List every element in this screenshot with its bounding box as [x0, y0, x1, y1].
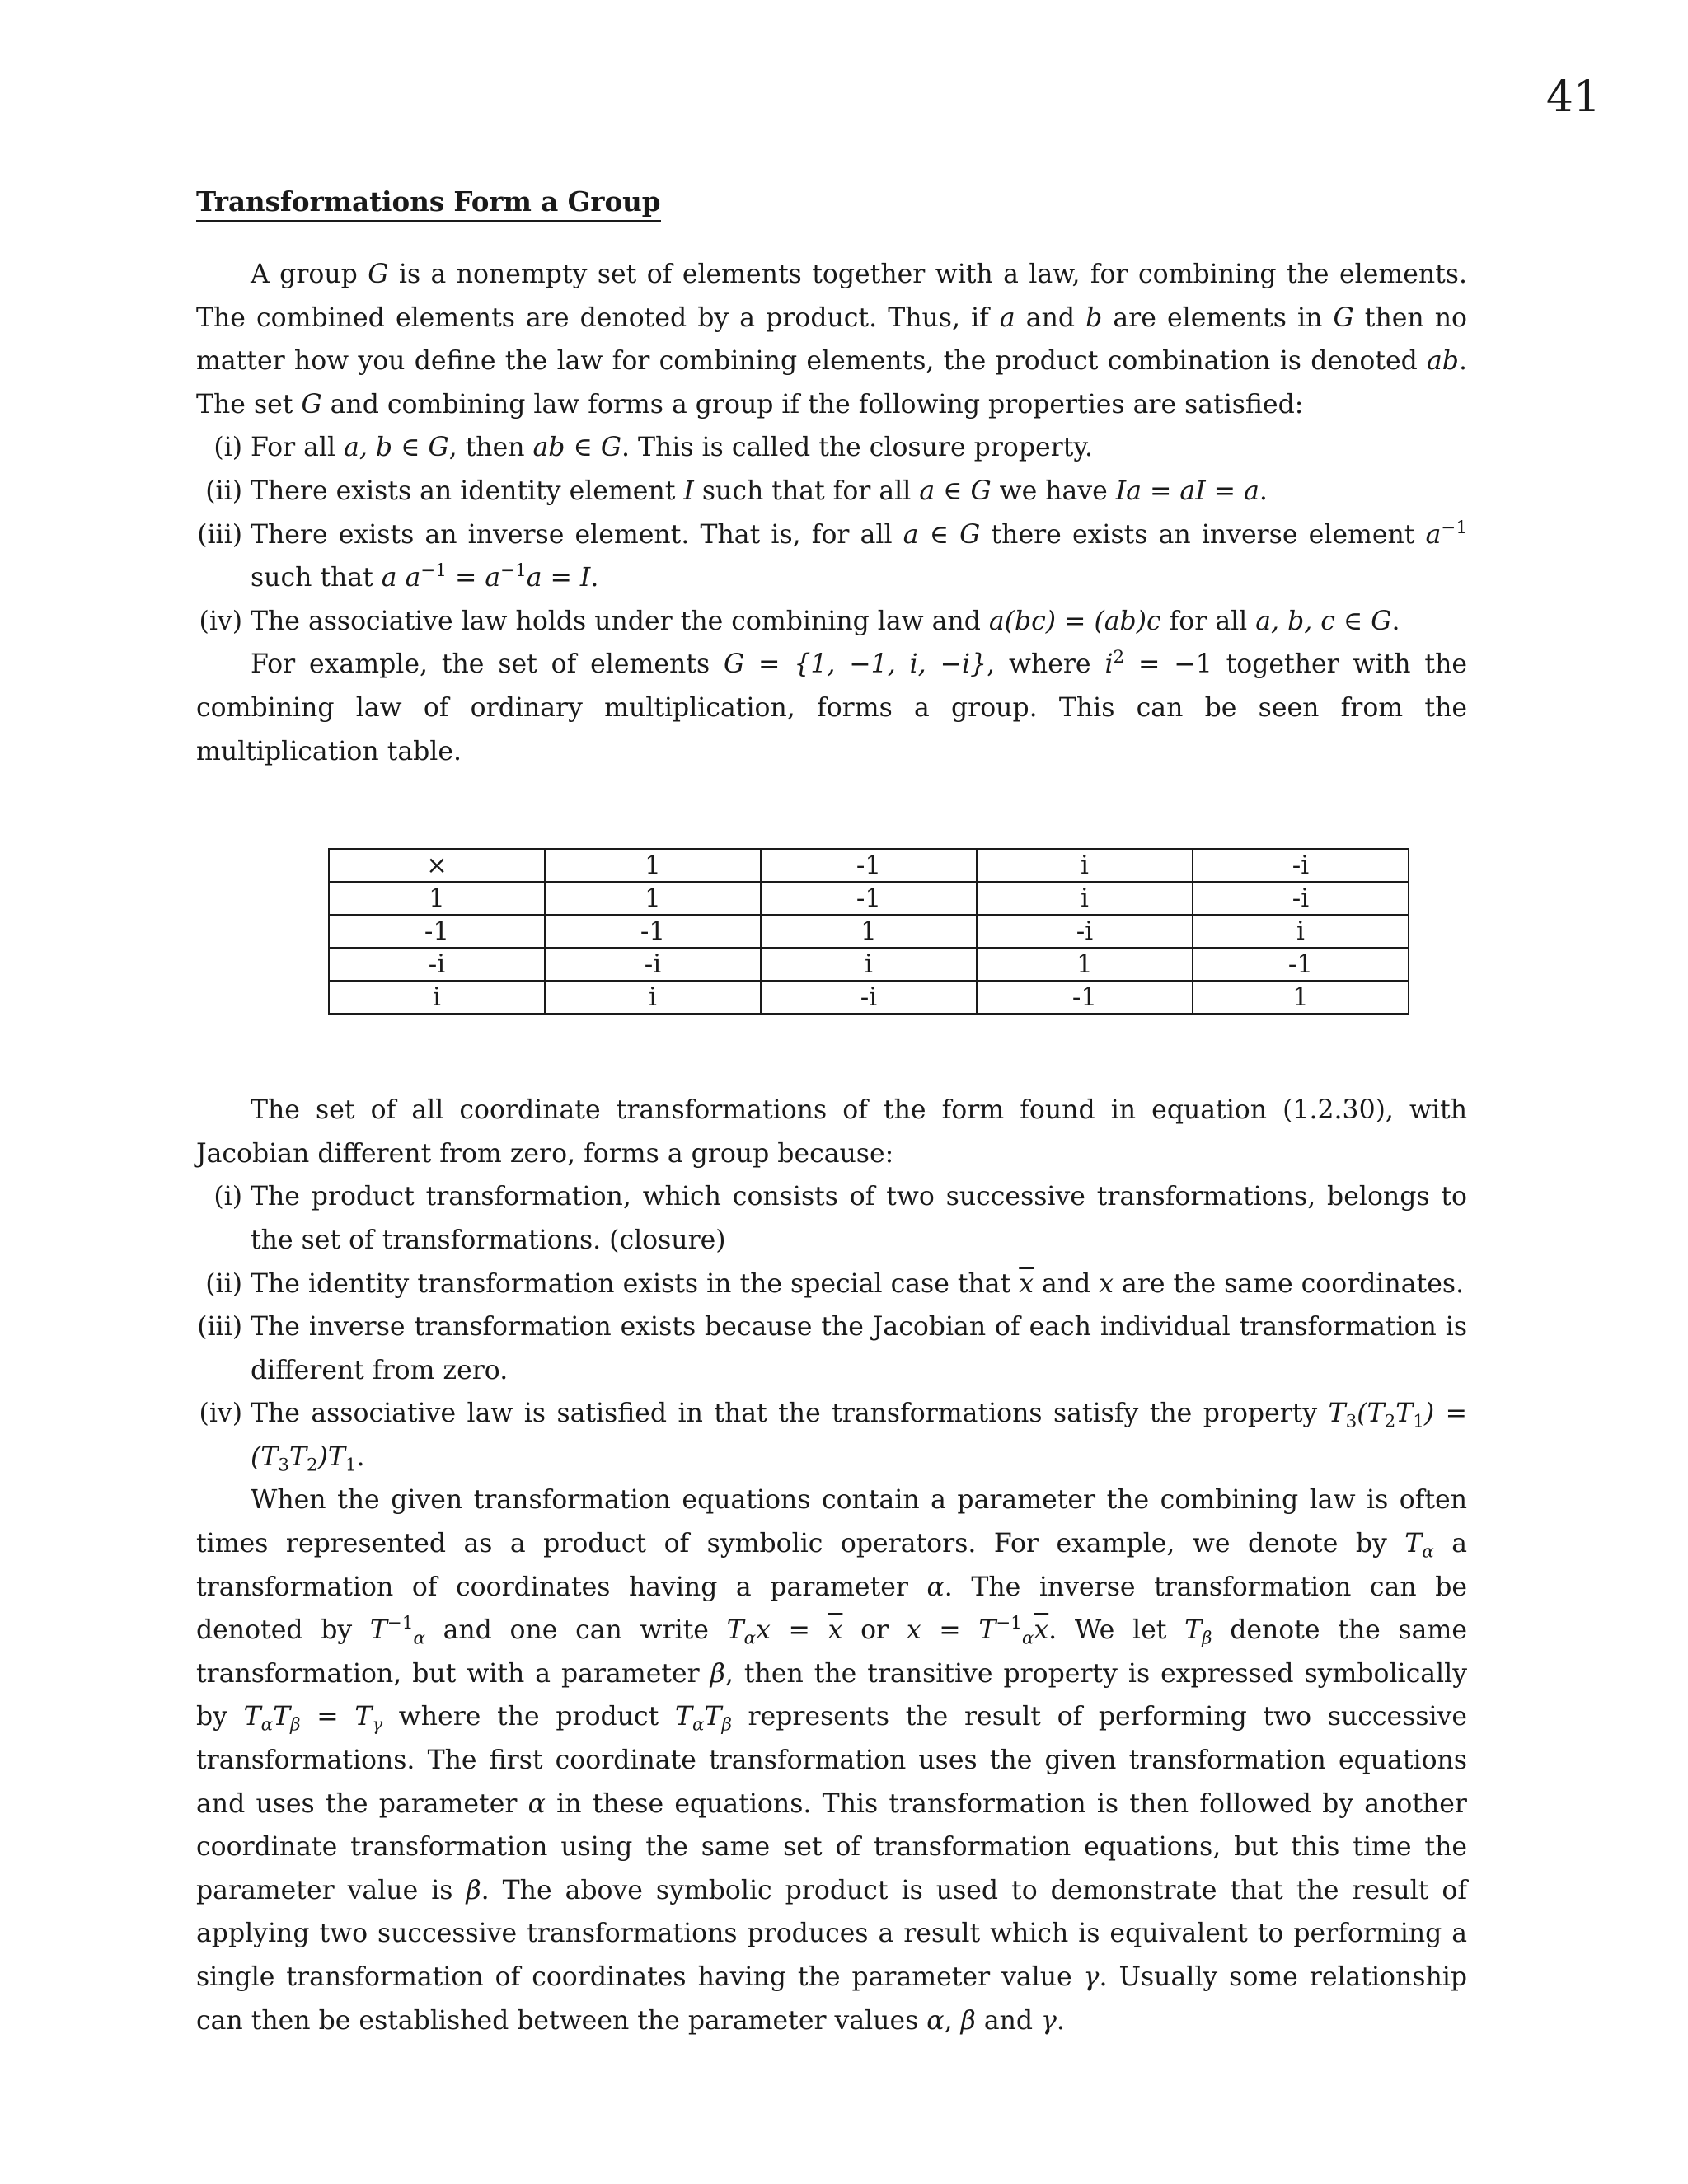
table-cell: 1 [761, 915, 977, 948]
table-cell: -i [329, 948, 545, 981]
table-cell: -i [761, 981, 977, 1014]
group-property-closure: (i) For all a, b ∈ G, then ab ∈ G. This is called the closure property. [213, 433, 1093, 463]
table-header-cell: 1 [545, 849, 761, 882]
table-cell: -1 [545, 915, 761, 948]
section-title: Transformations Form a Group [196, 185, 661, 222]
table-row [329, 948, 1409, 981]
page-content [196, 181, 1467, 2042]
table-cell: -1 [977, 981, 1193, 1014]
table-cell: i [1193, 915, 1409, 948]
table-cell: 1 [545, 882, 761, 915]
table-header-cell: -i [1193, 849, 1409, 882]
table-cell: 1 [329, 882, 545, 915]
table-cell: -1 [329, 915, 545, 948]
group-property-associative: (iv) The associative law holds under the combining law and a(bc) = (ab)c for all a, b, c ∈ G. [199, 606, 1400, 636]
table-cell: i [545, 981, 761, 1014]
page-number: 41 [1545, 73, 1601, 122]
coordinate-property-inverse: (iii) The inverse transformation exists because the Jacobian of each individual transformation is different from zero. [197, 1312, 1467, 1385]
group-property-inverse: (iii) There exists an inverse element. That is, for all a ∈ G there exists an inverse element $a^{-1}$ such that a $a^{-1} = a^{-1}a = I$. [197, 517, 1467, 593]
table-cell: -1 [1193, 948, 1409, 981]
table-row [329, 882, 1409, 915]
table-header-row [329, 849, 1409, 882]
table-header-cell: -1 [761, 849, 977, 882]
coordinate-property-identity: (ii) The identity transformation exists in the special case that $\overline{x}$ and x are the same coordinates. [205, 1268, 1465, 1299]
table-row [329, 981, 1409, 1014]
multiplication-table-container [196, 773, 1467, 1089]
table-row [329, 915, 1409, 948]
table-cell: i [329, 981, 545, 1014]
coordinate-property-associative: (iv) The associative law is satisfied in that the transformations satisfy the property $T_3(T_2T_1) = (T_3T_2)T_1$. [199, 1399, 1467, 1476]
table-cell: -i [545, 948, 761, 981]
table-cell: -1 [761, 882, 977, 915]
transformation-operators-paragraph: When the given transformation equations contain a parameter the combining law is often times represented as a product of symbolic operators. For example, we denote by $T_\alpha$ a transformation of coordinates having a parameter α. The inverse transformation can be denoted by $T^{-1}_\alpha$ and one can write $T_\alpha x = \overline{x}$ or $x = T^{-1}_\alpha\overline{x}$. We let $T_\beta$ denote the same transformation, but with a parameter β, then the transitive property is expressed symbolically by $T_\alpha T_\beta = T_\gamma$ where the product $T_\alpha T_\beta$ represents the result of performing two successive transformations. The first coordinate transformation uses the given transformation equations and uses the parameter α in these equations. This transformation is then followed by another coordinate transformation using the same set of transformation equations, but this time the parameter value is β. The above symbolic product is used to demonstrate that the result of applying two successive transformations produces a result which is equivalent to performing a single transformation of coordinates having the parameter value γ. Usually some relationship can then be established between the parameter values α, β and γ. [196, 1485, 1468, 2036]
table-cell: -i [1193, 882, 1409, 915]
table-cell: 1 [977, 948, 1193, 981]
table-cell: 1 [1193, 981, 1409, 1014]
multiplication-table [328, 848, 1409, 1015]
table-header-cell: × [329, 849, 545, 882]
group-definition-paragraph: A group G is a nonempty set of elements together with a law, for combining the elements. The combined elements are denoted by a product. Thus, if a and b are elements in G then no matter how you define the law for combining elements, the product combination is denoted ab. The set G and combining law forms a group if the following properties are satisfied: [196, 260, 1468, 419]
coordinate-group-intro: The set of all coordinate transformations of the form found in equation (1.2.30), with Jacobian different from zero, forms a group because: [196, 1095, 1467, 1169]
group-property-identity: (ii) There exists an identity element I such that for all a ∈ G we have Ia = aI = a. [205, 476, 1268, 506]
table-cell: -i [977, 915, 1193, 948]
table-cell: i [761, 948, 977, 981]
table-header-cell: i [977, 849, 1193, 882]
coordinate-property-closure: (i) The product transformation, which consists of two successive transformations, belongs to the set of transformations. (closure) [213, 1182, 1467, 1255]
example-paragraph: For example, the set of elements G = {1, −1, i, −i}, where $i^2 = -1$ together with the combining law of ordinary multiplication, forms a group. This can be seen from the multiplication table. [196, 647, 1468, 766]
table-cell: i [977, 882, 1193, 915]
